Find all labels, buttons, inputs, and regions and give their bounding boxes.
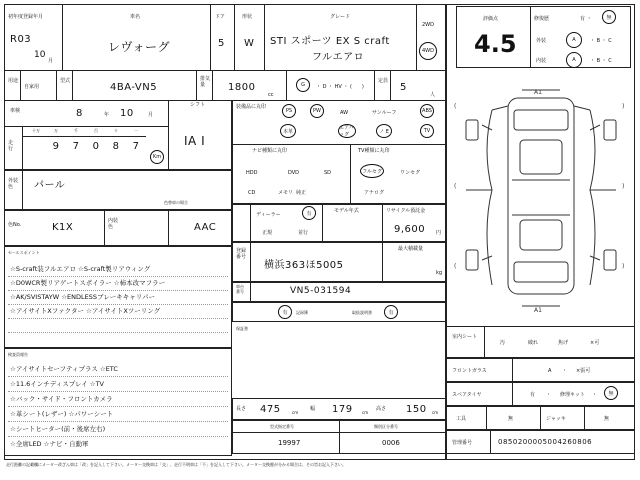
dims-width: 179 (332, 404, 353, 415)
svg-text:(: ( (454, 103, 457, 110)
shift-label: シフト (190, 102, 206, 108)
shift-value: IA I (184, 134, 206, 148)
color-value: パール (34, 180, 66, 191)
svg-text:): ) (622, 183, 625, 190)
colorno-label: 色No. (8, 222, 22, 228)
tv-label: TV種類に丸印 (358, 148, 390, 154)
glass-label: フロントガラス (452, 368, 487, 374)
typecode-class: 0006 (382, 439, 400, 447)
use-value: 自家用 (24, 84, 40, 90)
colorno-value: K1X (52, 222, 74, 233)
cap-label: 定員 (378, 78, 389, 84)
model-year-label: モデル年式 (334, 208, 359, 214)
svg-text:(: ( (454, 263, 457, 270)
cc-unit: cc (268, 92, 274, 98)
spare-label: スペアタイヤ (452, 392, 482, 398)
chassis-value: VN5-031594 (290, 286, 352, 296)
eq-noe: ノ E (376, 124, 392, 138)
navi-label: ナビ種類に丸印 (252, 148, 288, 154)
car-outline-icon (452, 80, 630, 320)
repair-none: 無 (602, 10, 616, 24)
eq-pw: PW (310, 104, 324, 118)
first-reg-month: 10 (34, 50, 46, 60)
mileage-label: 走行 (8, 140, 14, 152)
int-color-label: 内装色 (108, 218, 119, 230)
dealer-label: ディーラー (256, 212, 281, 218)
records-box (232, 302, 446, 322)
inspector-label: 検査員報告 (8, 352, 28, 357)
first-reg-year: R03 (10, 34, 32, 45)
doors: 5 (218, 38, 225, 49)
inspection-label: 車検 (10, 108, 21, 114)
use-label: 用途 (8, 78, 19, 84)
model-label: 型式 (60, 78, 71, 84)
eq-aw: AW (340, 110, 349, 116)
interior-a: A (566, 52, 582, 68)
exterior-label: 外装 (536, 38, 547, 44)
svg-text:): ) (622, 263, 625, 270)
eq-ps: PS (282, 104, 296, 118)
seat-box (446, 326, 635, 358)
recycle-value: 9,600 (394, 224, 426, 235)
regno-label: 登録番号 (236, 248, 247, 260)
eq-tv: TV (420, 124, 434, 138)
recycle-label: リサイクル預託金 (386, 208, 426, 214)
mileage-grid: 十万 万 千 百 十 一 9 7 0 8 7 (32, 128, 140, 152)
records-yes-2: 有 (384, 305, 398, 319)
svg-text:(: ( (454, 183, 457, 190)
mileage-unit: Km (150, 150, 164, 164)
drive-2wd: 2WD (422, 22, 434, 28)
inspection-year: 8 (76, 108, 83, 119)
regno-value: 横浜363ほ5005 (264, 260, 344, 271)
cap-value: 5 (400, 82, 407, 93)
dealer-yes: 有 (302, 206, 316, 220)
jack-label: ジャッキ (546, 416, 566, 422)
cap-unit: 人 (430, 92, 436, 98)
sales-label: セールスポイント (8, 250, 40, 255)
color-label: 外装色 (8, 178, 19, 190)
int-color-value: AAC (194, 222, 217, 233)
warranty-label: 保証書 (236, 326, 248, 331)
grade-line2: フルエアロ (312, 52, 365, 63)
car-name: レヴォーグ (108, 40, 171, 54)
disp-label: 排気量 (200, 76, 211, 88)
eq-abs: ABS (420, 104, 434, 118)
tv-fullseg: フルセグ (360, 164, 384, 178)
svg-text:A1: A1 (534, 307, 542, 314)
svg-text:A1: A1 (534, 89, 542, 96)
dims-height: 150 (406, 404, 427, 415)
shape: W (244, 38, 255, 49)
repair-label: 修復歴 (534, 16, 550, 22)
grade-line1: STI スポーツ EX S craft (270, 36, 390, 47)
disp-value: 1800 (228, 82, 256, 93)
svg-text:): ) (622, 103, 625, 110)
car-name-label: 車名 (130, 14, 141, 20)
eq-airbag: エアバッグ (338, 124, 356, 138)
equipment-label: 装備品に丸印 (236, 104, 267, 110)
eq-sunroof: サンルーフ (372, 110, 397, 116)
model-value: 4BA-VN5 (110, 82, 158, 93)
footer-note: 走行距離の記載欄にメーター改ざん車は「改」を記入して下さい。メーター交換車は「交」、走行不明車は「不」を記入して下さい。メーター交換歴が分かる場合は、その旨お記入下さい。 (6, 462, 346, 467)
records-yes-1: 有 (278, 305, 292, 319)
eq-leather: 本革 (280, 124, 296, 138)
exterior-a: A (566, 32, 582, 48)
first-reg-label: 初年度登録年月 (8, 14, 44, 20)
score-value: 4.5 (474, 30, 517, 58)
month-unit: 月 (48, 58, 54, 64)
score-label: 評価点 (483, 16, 499, 22)
manage-value: 0850200005004260806 (498, 438, 593, 446)
chassis-label: 車台番号 (236, 284, 244, 294)
doors-label: ドア (215, 14, 225, 20)
drive-4wd: 4WD (419, 42, 437, 60)
manage-label: 管理番号 (452, 440, 473, 446)
interior-label: 内装 (536, 58, 547, 64)
fuel-g: G (296, 78, 310, 92)
shape-label: 形状 (242, 14, 253, 20)
inspection-month: 10 (120, 108, 134, 119)
seat-label: 室内シート (452, 334, 478, 340)
typecode-model: 19997 (278, 439, 301, 447)
tools-label: 工具 (456, 416, 467, 422)
car-diagram (452, 80, 630, 320)
sales-list: ☆S-craft装フルエアロ ☆S-craft製リアウィング ☆D0WCR製リアゲートスポイラー ☆柿本改マフラー ☆AK/SVISTAYW ☆ENDLESSブレーキキャリパー ☆アイサイトXファクター ☆アイサイトXツーリング (10, 265, 166, 315)
extra-list: ☆アイサイトセーフティプラス ☆ETC ☆11.6インチディスプレイ ☆TV ☆バック・サイド・フロントカメラ ☆革シート(レザー) ☆パワーシート ☆シートヒーター(前・後席左右) ☆全席LED ☆ナビ・自動軍 (10, 365, 118, 448)
grade-label: グレード (330, 14, 351, 20)
spare-none: 無 (604, 386, 618, 400)
dims-length: 475 (260, 404, 281, 415)
load-label: 最大積載量 (398, 246, 424, 252)
fuel-opts: ・ D ・ HV ・ ( ) (316, 84, 364, 90)
color-change-note: 色替車の場合 (164, 200, 188, 205)
